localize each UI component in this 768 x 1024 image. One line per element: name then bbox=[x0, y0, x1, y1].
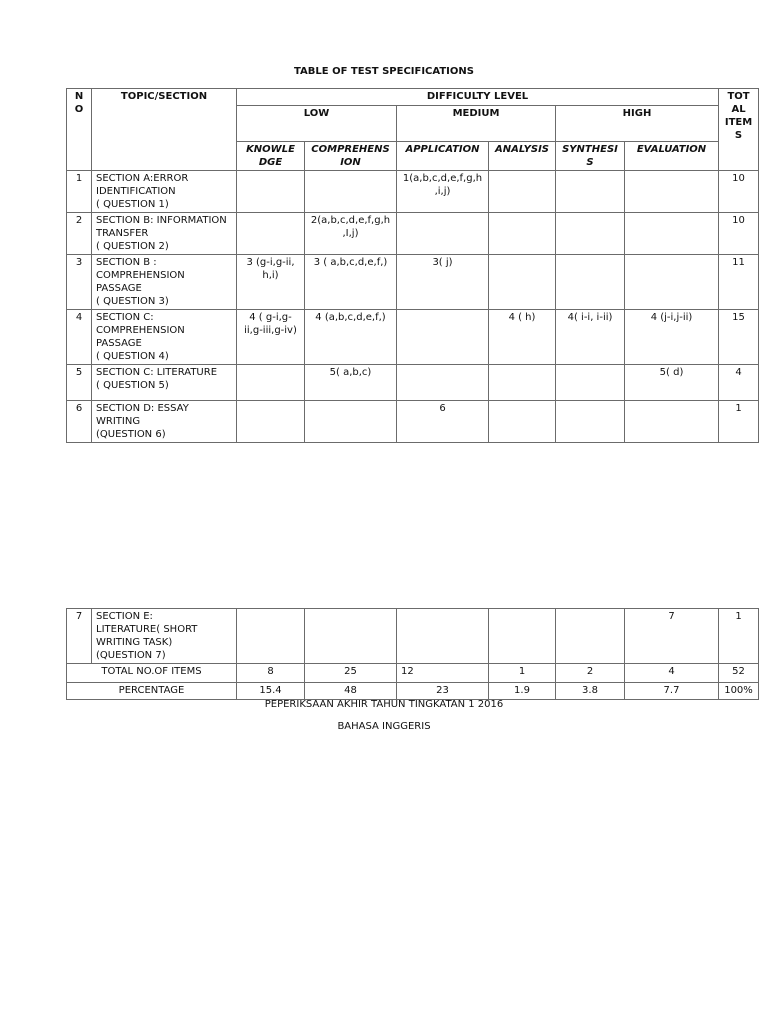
cell-analysis: 4 ( h) bbox=[489, 310, 556, 365]
cell-application bbox=[397, 310, 489, 365]
header-no: N O bbox=[67, 89, 92, 171]
header-evaluation: EVALUATION bbox=[625, 142, 719, 171]
cell-analysis bbox=[489, 171, 556, 213]
cell-comprehension: 5( a,b,c) bbox=[305, 365, 397, 401]
totals-row bbox=[67, 664, 759, 683]
row-topic: SECTION C: LITERATURE ( QUESTION 5) bbox=[92, 365, 237, 401]
table-row bbox=[67, 255, 759, 310]
header-high: HIGH bbox=[556, 106, 719, 142]
cell-application: 1(a,b,c,d,e,f,g,h ,i,j) bbox=[397, 171, 489, 213]
cell-total: 4 bbox=[719, 365, 759, 401]
header-low: LOW bbox=[237, 106, 397, 142]
cell-application bbox=[397, 609, 489, 664]
cell-knowledge: 4 ( g-i,g- ii,g-iii,g-iv) bbox=[237, 310, 305, 365]
row-topic: SECTION B: INFORMATION TRANSFER ( QUESTION 2) bbox=[92, 213, 237, 255]
total-application: 12 bbox=[397, 664, 489, 683]
table-row bbox=[67, 171, 759, 213]
row-number: 7 bbox=[67, 609, 92, 664]
row-topic: SECTION A:ERROR IDENTIFICATION ( QUESTION 1) bbox=[92, 171, 237, 213]
row-topic: SECTION C: COMPREHENSION PASSAGE ( QUESTION 4) bbox=[92, 310, 237, 365]
row-number: 3 bbox=[67, 255, 92, 310]
header-knowledge: KNOWLE DGE bbox=[237, 142, 305, 171]
pct-synthesis: 3.8 bbox=[556, 683, 625, 700]
pct-evaluation: 7.7 bbox=[625, 683, 719, 700]
pct-application: 23 bbox=[397, 683, 489, 700]
cell-application bbox=[397, 213, 489, 255]
row-number: 1 bbox=[67, 171, 92, 213]
table-row bbox=[67, 213, 759, 255]
cell-synthesis bbox=[556, 171, 625, 213]
cell-application: 3( j) bbox=[397, 255, 489, 310]
header-comprehension: COMPREHENS ION bbox=[305, 142, 397, 171]
row-number: 5 bbox=[67, 365, 92, 401]
cell-synthesis bbox=[556, 255, 625, 310]
cell-evaluation bbox=[625, 401, 719, 443]
cell-knowledge bbox=[237, 365, 305, 401]
cell-analysis bbox=[489, 365, 556, 401]
pct-total: 100% bbox=[719, 683, 759, 700]
cell-application: 6 bbox=[397, 401, 489, 443]
cell-evaluation: 4 (j-i,j-ii) bbox=[625, 310, 719, 365]
cell-total: 10 bbox=[719, 213, 759, 255]
pct-comprehension: 48 bbox=[305, 683, 397, 700]
cell-analysis bbox=[489, 213, 556, 255]
cell-application bbox=[397, 365, 489, 401]
total-comprehension: 25 bbox=[305, 664, 397, 683]
cell-synthesis bbox=[556, 401, 625, 443]
total-all: 52 bbox=[719, 664, 759, 683]
row-topic: SECTION E: LITERATURE( SHORT WRITING TASK) (QUESTION 7) bbox=[92, 609, 237, 664]
total-knowledge: 8 bbox=[237, 664, 305, 683]
table-row bbox=[67, 609, 759, 664]
pct-analysis: 1.9 bbox=[489, 683, 556, 700]
cell-synthesis: 4( i-i, i-ii) bbox=[556, 310, 625, 365]
total-evaluation: 4 bbox=[625, 664, 719, 683]
cell-synthesis bbox=[556, 213, 625, 255]
header-synthesis: SYNTHESI S bbox=[556, 142, 625, 171]
pct-knowledge: 15.4 bbox=[237, 683, 305, 700]
cell-knowledge: 3 (g-i,g-ii, h,i) bbox=[237, 255, 305, 310]
cell-evaluation: 5( d) bbox=[625, 365, 719, 401]
cell-comprehension: 4 (a,b,c,d,e,f,) bbox=[305, 310, 397, 365]
totals-label: TOTAL NO.OF ITEMS bbox=[67, 664, 237, 683]
cell-synthesis bbox=[556, 609, 625, 664]
cell-total: 1 bbox=[719, 401, 759, 443]
cell-evaluation bbox=[625, 171, 719, 213]
total-synthesis: 2 bbox=[556, 664, 625, 683]
row-topic: SECTION D: ESSAY WRITING (QUESTION 6) bbox=[92, 401, 237, 443]
percentage-row bbox=[67, 683, 759, 700]
cell-comprehension: 3 ( a,b,c,d,e,f,) bbox=[305, 255, 397, 310]
row-topic: SECTION B : COMPREHENSION PASSAGE ( QUESTION 3) bbox=[92, 255, 237, 310]
cell-knowledge bbox=[237, 401, 305, 443]
header-application: APPLICATION bbox=[397, 142, 489, 171]
cell-synthesis bbox=[556, 365, 625, 401]
row-number: 2 bbox=[67, 213, 92, 255]
total-analysis: 1 bbox=[489, 664, 556, 683]
header-topic: TOPIC/SECTION bbox=[92, 89, 237, 171]
percentage-label: PERCENTAGE bbox=[67, 683, 237, 700]
header-difficulty: DIFFICULTY LEVEL bbox=[237, 89, 719, 106]
cell-knowledge bbox=[237, 213, 305, 255]
cell-comprehension: 2(a,b,c,d,e,f,g,h ,I,j) bbox=[305, 213, 397, 255]
cell-knowledge bbox=[237, 609, 305, 664]
cell-total: 15 bbox=[719, 310, 759, 365]
subject-title: BAHASA INGGERIS bbox=[337, 721, 431, 732]
cell-total: 10 bbox=[719, 171, 759, 213]
table-row bbox=[67, 310, 759, 365]
table-row bbox=[67, 365, 759, 401]
spec-table-continued bbox=[66, 608, 759, 700]
header-total: TOT AL ITEM S bbox=[719, 89, 759, 171]
exam-title: PEPERIKSAAN AKHIR TAHUN TINGKATAN 1 2016 bbox=[264, 699, 504, 710]
cell-total: 11 bbox=[719, 255, 759, 310]
table-row bbox=[67, 401, 759, 443]
cell-knowledge bbox=[237, 171, 305, 213]
cell-analysis bbox=[489, 609, 556, 664]
cell-evaluation bbox=[625, 213, 719, 255]
cell-evaluation bbox=[625, 255, 719, 310]
cell-comprehension bbox=[305, 401, 397, 443]
cell-comprehension bbox=[305, 609, 397, 664]
cell-analysis bbox=[489, 401, 556, 443]
header-medium: MEDIUM bbox=[397, 106, 556, 142]
cell-evaluation: 7 bbox=[625, 609, 719, 664]
page-title: TABLE OF TEST SPECIFICATIONS bbox=[294, 66, 474, 77]
spec-table-main bbox=[66, 88, 759, 443]
cell-comprehension bbox=[305, 171, 397, 213]
header-analysis: ANALYSIS bbox=[489, 142, 556, 171]
cell-total: 1 bbox=[719, 609, 759, 664]
row-number: 6 bbox=[67, 401, 92, 443]
cell-analysis bbox=[489, 255, 556, 310]
row-number: 4 bbox=[67, 310, 92, 365]
